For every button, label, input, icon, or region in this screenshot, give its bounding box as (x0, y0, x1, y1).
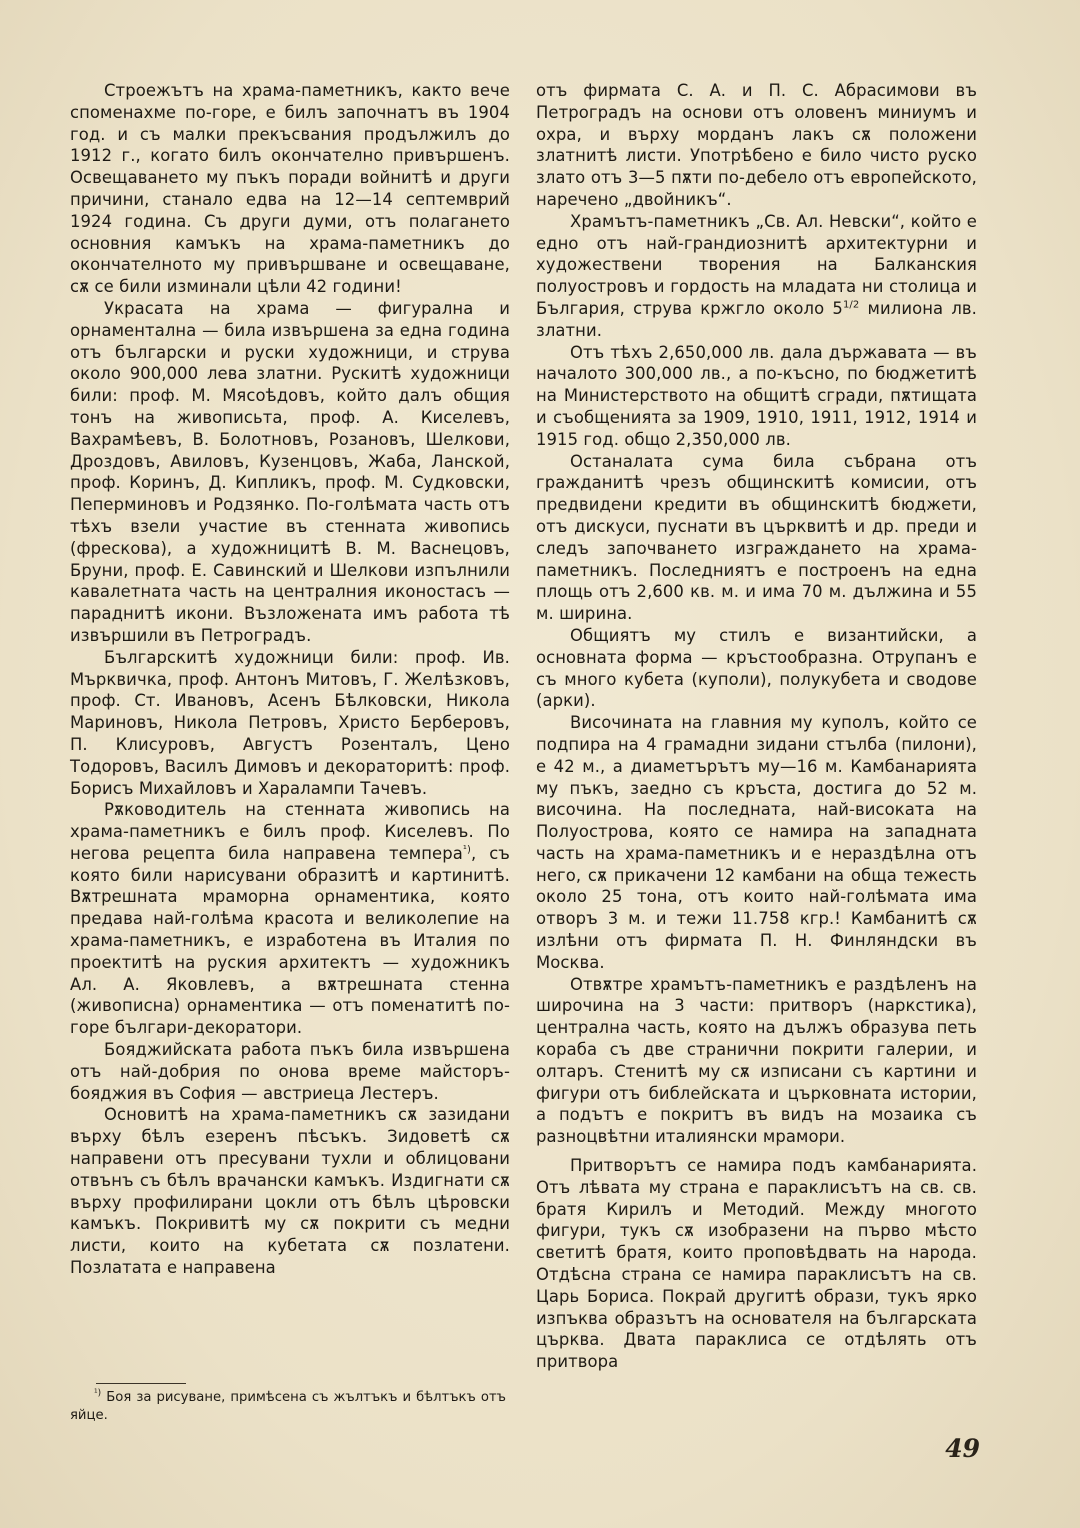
paragraph (70, 799, 510, 1039)
paragraph: Притворътъ се намира подъ камбанарията. Отъ лѣвата му страна е параклисътъ на св. св. братя Кирилъ и Методий. Между многото фигури, тукъ сѫ изобразени на първо мѣсто светитѣ братя, които проповѣдвать на народа. Отдѣсна страна се намира параклисътъ на св. Царь Бориса. Покрай другитѣ образи, тукъ ярко изпъква образътъ на основателя на българската църква. Двата параклиса се отдѣлять отъ притвора (536, 1156, 977, 1372)
footnote-mark: ¹) (94, 1388, 102, 1399)
paragraph: Бояджийската работа пъкъ била извършена отъ най-добрия по онова време майсторъ-бояджия въ София — австриеца Лестеръ. (70, 1040, 510, 1103)
footnote-divider (96, 1383, 186, 1384)
paragraph-continuation: отъ фирмата С. А. и П. С. Абрасимови въ Петроградъ на основи отъ оловенъ миниумъ и охра, и върху морданъ лакъ сѫ положени златнитѣ листи. Употрѣбено е било чисто руско злато отъ 3—5 пѫти по-дебело отъ европейското, наречено „двойникъ“. (536, 81, 977, 209)
right-column (536, 80, 977, 1373)
footnote-text: Боя за рисуване, примѣсена съ жълтъкъ и бѣлтъкъ отъ яйце. (70, 1390, 506, 1423)
paragraph: Строежътъ на храма-паметникъ, както вече споменахме по-горе, е билъ започнатъ въ 1904 год. и съ малки прекъсвания продължилъ до 1912 г., когато билъ окончателно привършенъ. Освещаването му пъкъ поради войнитѣ и други причини, станало едва на 12—14 септемврий 1924 година. Съ други думи, отъ полагането основния камъкъ на храма-паметникъ до окончателното му привършване и освещаване, сѫ се били изминали цѣли 42 години! (70, 81, 510, 297)
paragraph-text: Рѫководитель на стенната живопись на храма-паметникъ е билъ проф. Киселевъ. По негова рецепта била направена темпера (70, 800, 510, 863)
paragraph-text: , съ която били нарисувани образитѣ и картинитѣ. Вѫтрешната мраморна орнаментика, която предава най-голѣма красота и великолепие на храма-паметникъ, е изработена въ Италия по проектитѣ на руския архитектъ — художникъ Ал. А. Яковлевъ, а вѫтрешната стенна (живописна) орнаментика — отъ поменатитѣ по-горе българи-декоратори. (70, 843, 510, 1038)
paragraph: Украсата на храма — фигурална и орнаментална — била извършена за една година отъ български и руски художници, и струва около 900,000 лева златни. Рускитѣ художници били: проф. М. Мясоѣдовъ, който далъ общия тонъ на живописьта, проф. А. Киселевъ, Вахрамѣевъ, В. Болотновъ, Розановъ, Шелкови, Дроздовъ, Авиловъ, Кузенцовъ, Жаба, Ланской, проф. Коринъ, Д. Кипликъ, проф. М. Судковски, Пеперминовъ и Родзянко. По-голѣмата часть отъ тѣхъ взели участие въ стенната живопись (фрескова), а художницитѣ В. М. Васнецовъ, Бруни, проф. Е. Савинский и Шелкови изпълнили кавалетната часть на централния иконостасъ — парaднитѣ икони. Възложената имъ работа тѣ извършили въ Петроградъ. (70, 298, 510, 645)
paragraph: Основитѣ на храма-паметникъ сѫ зазидани върху бѣлъ езеренъ пѣсъкъ. Зидоветѣ сѫ направени отъ пресувани тухли и облицовани отвънъ съ бѣлъ врачански камъкъ. Издигнати сѫ върху профилирани цокли отъ бѣлъ цѣровски камъкъ. Покривитѣ му сѫ покрити съ медни листи, които на кубетата сѫ позлатени. Позлатата е направена (70, 1105, 510, 1278)
paragraph: Отъ тѣхъ 2,650,000 лв. дала държавата — въ началото 300,000 лв., а по-късно, по бюджетитѣ на Министерството на общитѣ сгради, пѫтищата и съобщенията за 1909, 1910, 1911, 1912, 1914 и 1915 год. общо 2,350,000 лв. (536, 342, 977, 449)
paragraph (536, 211, 977, 342)
paragraph: Българскитѣ художници били: проф. Ив. Мърквичка, проф. Антонъ Митовъ, Г. Желѣзковъ, проф. Ст. Ивановъ, Асенъ Бѣлковски, Никола Мариновъ, Никола Петровъ, Христо Берберовъ, П. Клисуровъ, Августъ Розенталъ, Цено Тодоровъ, Василъ Димовъ и декораторитѣ: проф. Борисъ Михайловъ и Харалампи Тачевъ. (70, 647, 510, 798)
paragraph-text: милиона лв. златни. (536, 298, 977, 340)
page-number: 49 (945, 1434, 980, 1463)
paragraph: Останалата сума била събрана отъ гражданитѣ чрезъ общинскитѣ комисии, отъ предвидени кредити въ общинскитѣ бюджети, отъ дискуси, пуснати въ църквитѣ и др. преди и следъ започването изграждането на храма-паметникъ. Последниятъ е построенъ на една площь отъ 2,600 кв. м. и има 70 м. дължина и 55 м. ширина. (536, 451, 977, 624)
paragraph: Отвѫтре храмътъ-паметникъ е раздѣленъ на широчина на 3 части: притворъ (наркстика), централна часть, която на дължъ образува петь кораба съ две странични покрити галерии, и олтаръ. Стенитѣ му сѫ изписани съ картини и фигури отъ библейската и църковната истории, а подътъ е покритъ въ видъ на мозаика съ разноцвѣтни италиянски мрамори. (536, 974, 977, 1147)
amount-fraction: 1/2 (842, 299, 860, 311)
left-column (70, 80, 510, 1279)
paragraph-text: Храмътъ-паметникъ „Св. Ал. Невски“, който е едно отъ най-грандиознитѣ архитектурни и художествени творения на Балканския полуостровъ и гордость на младата ни столица и България, струва кржгло около (536, 211, 977, 318)
paragraph: Общиятъ му стилъ е византийски, а основната форма — кръстообразна. Отрупанъ е съ много кубета (куполи), полукубета и сводове (арки). (536, 625, 977, 711)
footnote-reference: ¹) (462, 844, 472, 856)
amount-number: 5 (832, 298, 843, 318)
footnote (70, 1389, 506, 1425)
paragraph: Височината на главния му куполъ, който се подпира на 4 грамадни зидани стълба (пилони), е 42 м., а диаметърътъ му—16 м. Камбанарията му пъкъ, заедно съ кръста, достига до 52 м. височина. На последната, най-високата на Полуострова, която се намира на западната часть на храма-паметникъ и е нераздѣлна отъ него, сѫ прикачени 12 камбани на обща тежесть около 25 тона, отъ които най-голѣмата има отворъ 3 м. и тежи 11.758 кгр.! Камбанитѣ сѫ излѣни отъ фирмата П. Н. Финляндски въ Москва. (536, 713, 977, 972)
